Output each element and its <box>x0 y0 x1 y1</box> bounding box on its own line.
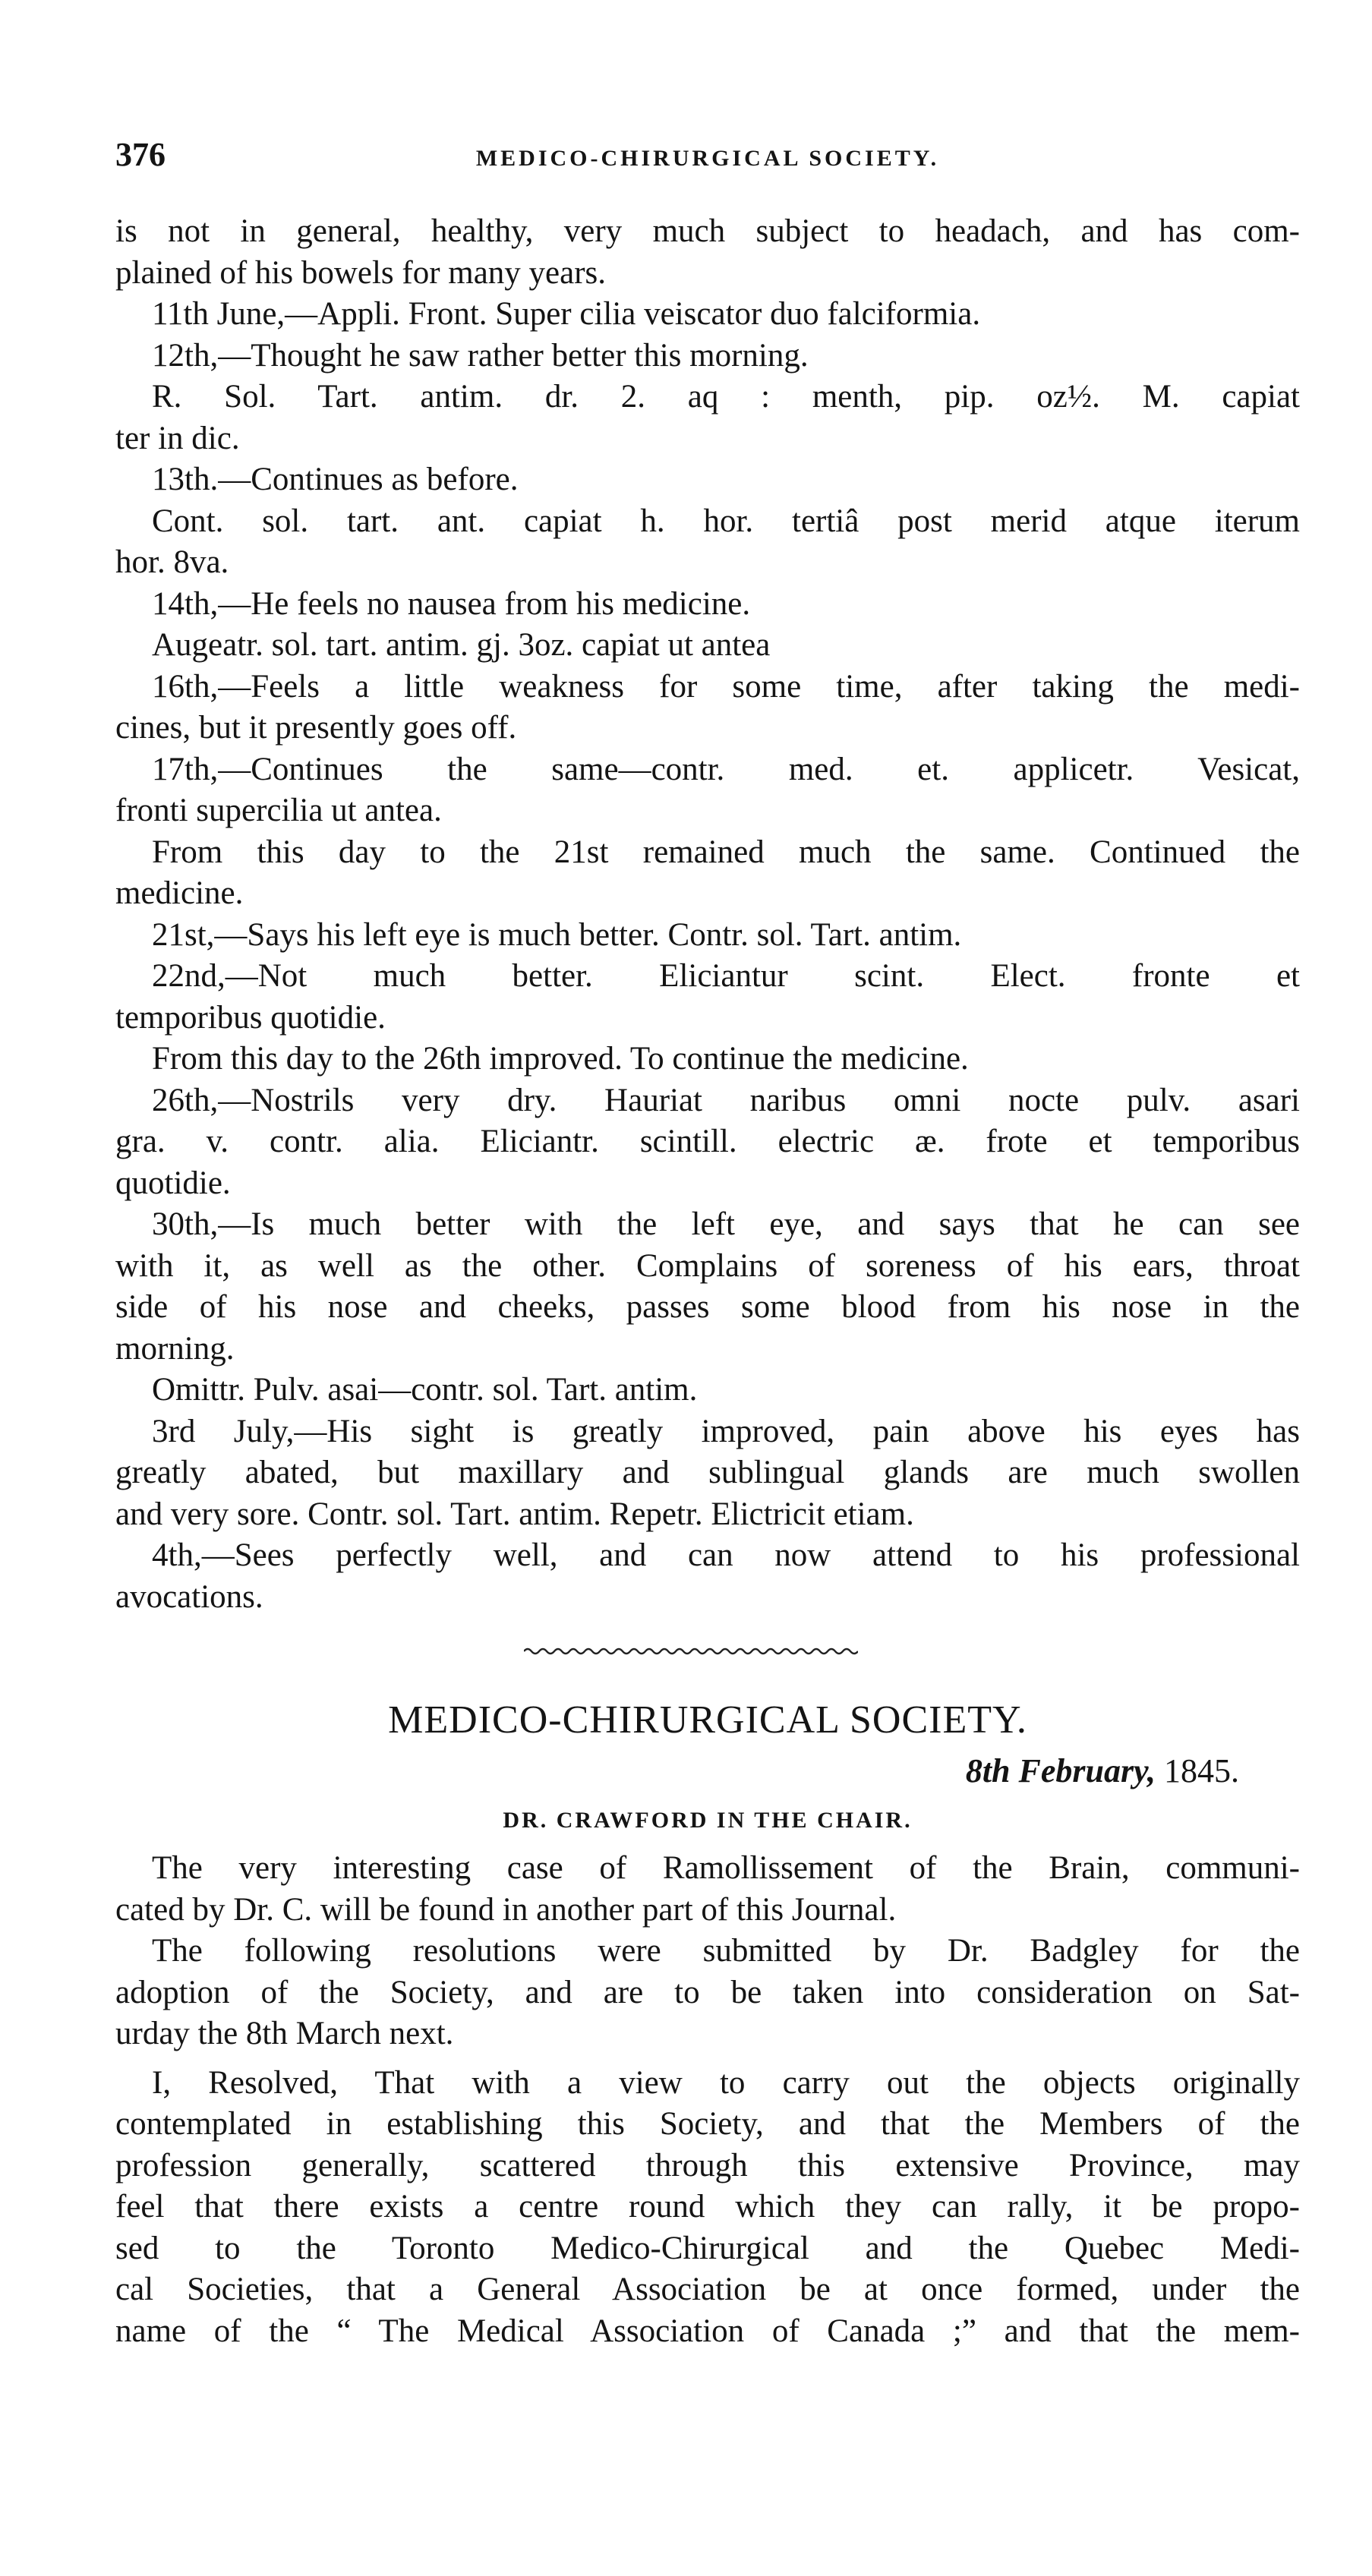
text-line: adoption of the Society, and are to be taken into consideration on Sat- <box>115 1974 1300 2010</box>
text-line: side of his nose and cheeks, passes some blood from his nose in the <box>115 1289 1300 1325</box>
text-line: 12th,—Thought he saw rather better this morning. <box>152 337 809 374</box>
text-line: contemplated in establishing this Society, and that the Members of the <box>115 2106 1300 2142</box>
text-line: sed to the Toronto Medico-Chirurgical and the Quebec Medi- <box>115 2230 1300 2266</box>
section-title: MEDICO-CHIRURGICAL SOCIETY. <box>388 1698 1027 1742</box>
text-line: 11th June,—Appli. Front. Super cilia veiscator duo falciformia. <box>152 296 981 332</box>
text-line: gra. v. contr. alia. Eliciantr. scintill. electric æ. frote et temporibus <box>115 1124 1300 1159</box>
meeting-date-day: 8th February, <box>965 1752 1156 1789</box>
text-line: greatly abated, but maxillary and sublingual glands are much swollen <box>115 1455 1300 1490</box>
text-line: morning. <box>115 1330 235 1367</box>
text-line: plained of his bowels for many years. <box>115 254 607 291</box>
text-line: 22nd,—Not much better. Eliciantur scint. Elect. fronte et <box>152 958 1300 994</box>
text-line: R. Sol. Tart. antim. dr. 2. aq : menth, pip. oz½. M. capiat <box>152 379 1300 415</box>
minutes-text <box>115 1848 1300 2352</box>
text-line: Omittr. Pulv. asai—contr. sol. Tart. antim. <box>152 1372 698 1408</box>
chair-line: DR. CRAWFORD IN THE CHAIR. <box>503 1808 913 1833</box>
text-line: ter in dic. <box>115 420 240 456</box>
text-line: quotidie. <box>115 1165 231 1201</box>
text-line: hor. 8va. <box>115 544 229 580</box>
text-line: 30th,—Is much better with the left eye, and says that he can see <box>152 1206 1300 1242</box>
text-line: fronti supercilia ut antea. <box>115 793 442 828</box>
text-line: From this day to the 26th improved. To continue the medicine. <box>152 1041 969 1077</box>
text-line: feel that there exists a centre round which they can rally, it be propo- <box>115 2189 1300 2224</box>
text-line: 14th,—He feels no nausea from his medicine. <box>152 585 751 622</box>
text-line: temporibus quotidie. <box>115 999 386 1036</box>
text-line: 26th,—Nostrils very dry. Hauriat naribus omni nocte pulv. asari <box>152 1082 1300 1118</box>
running-head: MEDICO-CHIRURGICAL SOCIETY. <box>475 146 940 171</box>
text-line: urday the 8th March next. <box>115 2016 454 2051</box>
text-line: I, Resolved, That with a view to carry out the objects originally <box>152 2064 1300 2101</box>
meeting-date <box>115 1748 1300 1795</box>
text-line: cal Societies, that a General Association be at once formed, under the <box>115 2272 1300 2307</box>
text-line: The very interesting case of Ramollissement of the Brain, communi- <box>152 1850 1300 1886</box>
section-divider-ornament <box>524 1646 858 1657</box>
case-report-text <box>115 211 1300 1618</box>
text-line: cines, but it presently goes off. <box>115 710 517 746</box>
text-line: with it, as well as the other. Complains of soreness of his ears, throat <box>115 1247 1300 1284</box>
text-line: and very sore. Contr. sol. Tart. antim. Repetr. Elictricit etiam. <box>115 1496 914 1532</box>
text-line: 16th,—Feels a little weakness for some time, after taking the medi- <box>152 668 1300 705</box>
text-line: 13th.—Continues as before. <box>152 462 519 497</box>
text-line: Augeatr. sol. tart. antim. gj. 3oz. capiat ut antea <box>152 627 771 663</box>
text-line: 3rd July,—His sight is greatly improved, pain above his eyes has <box>152 1413 1300 1449</box>
text-line: avocations. <box>115 1578 263 1615</box>
text-line: 4th,—Sees perfectly well, and can now attend to his professional <box>152 1537 1300 1573</box>
page-number: 376 <box>115 136 166 173</box>
page-header <box>115 135 1300 181</box>
text-line: profession generally, scattered through this extensive Province, may <box>115 2147 1300 2183</box>
text-line: medicine. <box>115 875 244 911</box>
text-line: From this day to the 21st remained much the same. Continued the <box>152 834 1300 870</box>
society-minutes-section <box>115 1693 1300 2352</box>
text-line: The following resolutions were submitted by Dr. Badgley for the <box>152 1933 1300 1969</box>
text-line: 21st,—Says his left eye is much better. Contr. sol. Tart. antim. <box>152 916 962 953</box>
meeting-date-year: 1845. <box>1164 1752 1239 1789</box>
text-line: name of the “ The Medical Association of Canada ;” and that the mem- <box>115 2313 1300 2349</box>
paragraph-gap <box>115 2055 1300 2063</box>
text-line: Cont. sol. tart. ant. capiat h. hor. tertiâ post merid atque iterum <box>152 503 1300 539</box>
text-line: cated by Dr. C. will be found in another part of this Journal. <box>115 1891 897 1928</box>
text-line: is not in general, healthy, very much subject to headach, and has com- <box>115 213 1300 249</box>
text-line: 17th,—Continues the same—contr. med. et. applicetr. Vesicat, <box>152 751 1300 787</box>
